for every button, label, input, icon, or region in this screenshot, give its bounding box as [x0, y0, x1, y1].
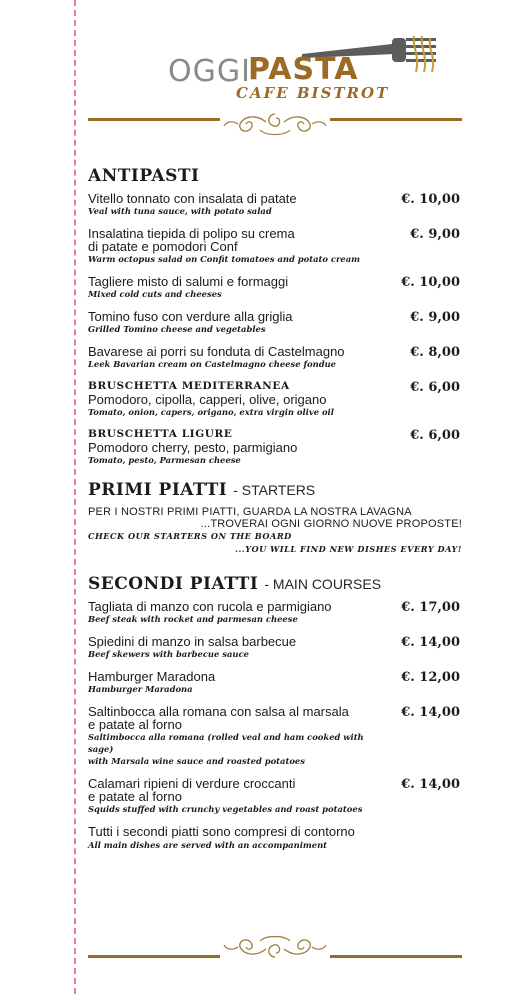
antipasti-header [88, 166, 462, 192]
logo-oggi: OGGI [168, 54, 251, 89]
item-english: Mixed cold cuts and cheeses [88, 289, 222, 299]
item-english: Saltimbocca alla romana (rolled veal and ham cooked with sage) [88, 732, 364, 754]
logo-subtitle: CAFE BISTROT [236, 84, 390, 102]
antipasti-title: ANTIPASTI [88, 166, 200, 186]
primi-header [88, 480, 462, 506]
spacer [88, 851, 462, 931]
flourish-ornament-icon [220, 931, 330, 961]
item-name: BRUSCHETTA MEDITERRANEA [88, 380, 290, 392]
notice-english-line2: ...YOU WILL FIND NEW DISHES EVERY DAY! [235, 544, 462, 554]
item-english: Squids stuffed with crunchy vegetables and roast potatoes [88, 804, 363, 814]
item-name: Insalatina tiepida di polipo su crema [88, 226, 295, 241]
page-margin-line [74, 0, 76, 994]
menu-item [88, 600, 462, 625]
bottom-divider [88, 931, 462, 967]
notice-italian-line2: ...TROVERAI OGNI GIORNO NUOVE PROPOSTE! [200, 518, 462, 530]
menu-item [88, 275, 462, 300]
secondi-header [88, 574, 462, 600]
item-name: Tomino fuso con verdure alla griglia [88, 309, 293, 324]
item-price: €. 6,00 [410, 428, 460, 443]
menu-item [88, 345, 462, 370]
notice-italian-line1: PER I NOSTRI PRIMI PIATTI, GUARDA LA NOSTRA LAVAGNA [88, 506, 412, 518]
menu-item [88, 670, 462, 695]
logo [88, 0, 462, 108]
item-ingredients: Pomodoro, cipolla, capperi, olive, origano [88, 392, 327, 407]
item-name: Saltinbocca alla romana con salsa al marsala [88, 704, 349, 719]
item-price: €. 6,00 [410, 380, 460, 395]
item-name-line2: di patate e pomodori Conf [88, 239, 238, 254]
notice-english [88, 530, 462, 556]
secondi-subtitle: - MAIN COURSES [264, 576, 382, 592]
item-price: €. 10,00 [401, 275, 460, 290]
item-name: Tagliata di manzo con rucola e parmigiano [88, 599, 332, 614]
item-english: Beef skewers with barbecue sauce [88, 649, 249, 659]
secondi-title: SECONDI PIATTI [88, 574, 259, 594]
menu-item [88, 777, 462, 815]
item-price: €. 14,00 [401, 777, 460, 792]
item-name: Hamburger Maradona [88, 669, 216, 684]
item-english: Leek Bavarian cream on Castelmagno cheese fondue [88, 359, 336, 369]
menu-item [88, 380, 462, 418]
item-name: BRUSCHETTA LIGURE [88, 428, 233, 440]
item-english: Veal with tuna sauce, with potato salad [88, 206, 272, 216]
flourish-ornament-icon [220, 110, 330, 140]
item-name-line2: e patate al forno [88, 717, 182, 732]
item-price: €. 17,00 [401, 600, 460, 615]
item-english-line2: with Marsala wine sauce and roasted potatoes [88, 756, 305, 766]
item-price: €. 9,00 [410, 310, 460, 325]
primi-title: PRIMI PIATTI [88, 480, 228, 500]
item-price: €. 12,00 [401, 670, 460, 685]
item-name: Vitello tonnato con insalata di patate [88, 191, 297, 206]
logo-pasta: PASTA [248, 52, 359, 87]
top-divider [88, 108, 462, 144]
notice-italian [88, 506, 462, 530]
item-ingredients: Pomodoro cherry, pesto, parmigiano [88, 440, 298, 455]
item-english: Warm octopus salad on Confit tomatoes and potato cream [88, 254, 361, 264]
menu-item [88, 192, 462, 217]
menu-item [88, 310, 462, 335]
item-english: Beef steak with rocket and parmesan cheese [88, 614, 298, 624]
menu-item [88, 635, 462, 660]
primi-notice [88, 506, 462, 556]
footnote-italian: Tutti i secondi piatti sono compresi di contorno [88, 824, 355, 839]
menu-item [88, 428, 462, 466]
item-name-line2: e patate al forno [88, 789, 182, 804]
item-price: €. 14,00 [401, 635, 460, 650]
item-english: Tomato, onion, capers, origano, extra virgin olive oil [88, 407, 334, 417]
primi-subtitle: - STARTERS [233, 482, 316, 498]
secondi-footnote [88, 825, 462, 851]
item-name: Calamari ripieni di verdure croccanti [88, 776, 296, 791]
menu-page [88, 0, 462, 967]
item-price: €. 14,00 [401, 705, 460, 720]
item-english: Tomato, pesto, Parmesan cheese [88, 455, 241, 465]
footnote-english: All main dishes are served with an accompaniment [88, 840, 328, 850]
item-price: €. 8,00 [410, 345, 460, 360]
item-name: Tagliere misto di salumi e formaggi [88, 274, 289, 289]
item-price: €. 9,00 [410, 227, 460, 242]
item-english: Hamburger Maradona [88, 684, 193, 694]
menu-item [88, 227, 462, 265]
item-english: Grilled Tomino cheese and vegetables [88, 324, 266, 334]
notice-english-line1: CHECK OUR STARTERS ON THE BOARD [88, 531, 292, 541]
item-name: Spiedini di manzo in salsa barbecue [88, 634, 297, 649]
item-price: €. 10,00 [401, 192, 460, 207]
menu-item [88, 705, 462, 767]
item-name: Bavarese ai porri su fonduta di Castelmagno [88, 344, 345, 359]
